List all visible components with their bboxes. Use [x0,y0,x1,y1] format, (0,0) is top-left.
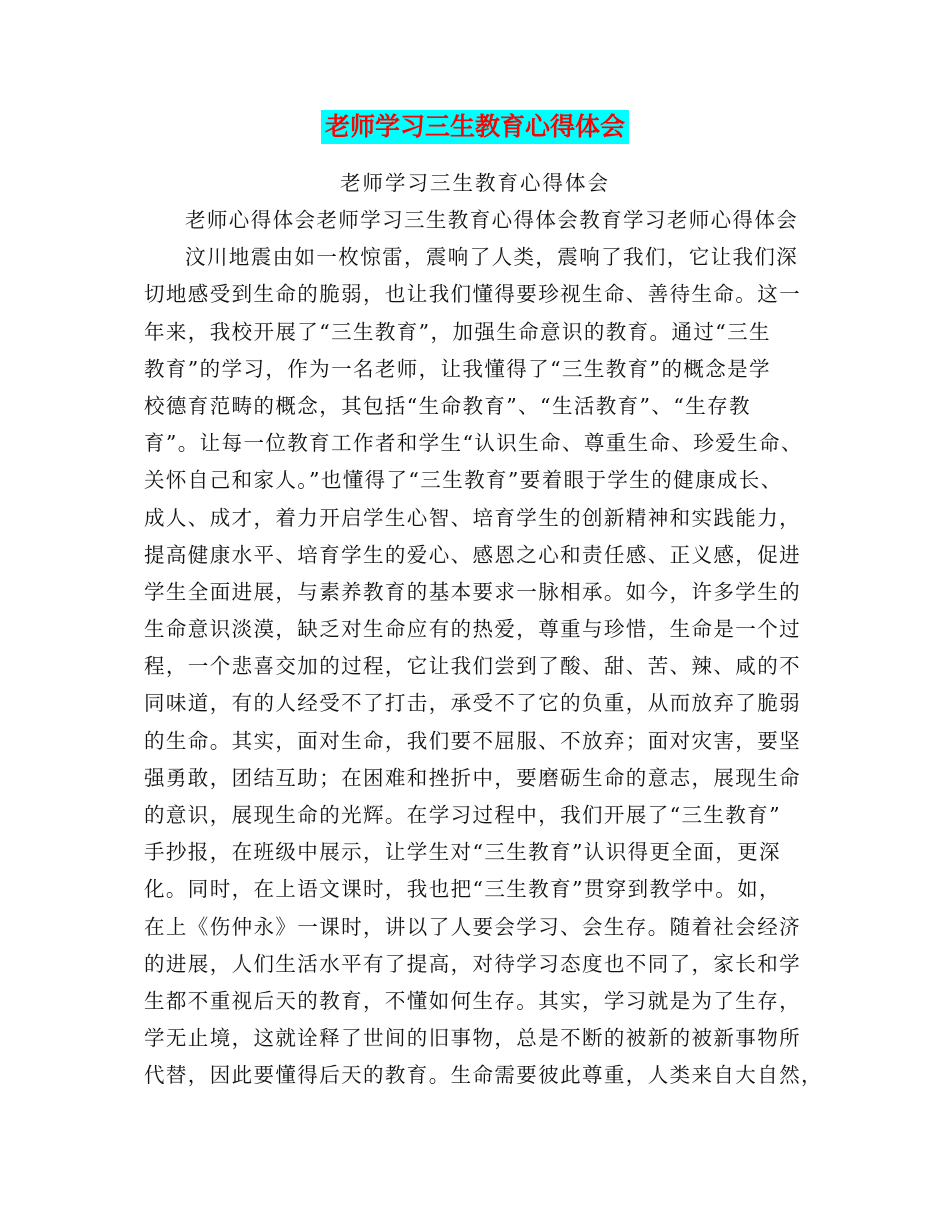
text-line: 的进展，人们生活水平有了提高，对待学习态度也不同了，家长和学 [144,951,801,976]
text-line: 老师心得体会老师学习三生教育心得体会教育学习老师心得体会 [185,208,799,232]
text-line: 育”。让每一位教育工作者和学生“认识生命、尊重生命、珍爱生命、 [144,431,803,456]
text-line: 教育”的学习，作为一名老师，让我懂得了“三生教育”的概念是学 [144,356,771,381]
text-line: 提高健康水平、培育学生的爱心、感恩之心和责任感、正义感，促进 [144,542,801,567]
title-container [0,110,950,144]
text-line: 学生全面进展，与素养教育的基本要求一脉相承。如今，许多学生的 [144,579,801,604]
text-line: 生命意识淡漠，缺乏对生命应有的热爱，尊重与珍惜，生命是一个过 [144,617,801,642]
text-line: 强勇敢，团结互助；在困难和挫折中，要磨砺生命的意志，展现生命 [144,765,801,790]
text-line: 代替，因此要懂得后天的教育。生命需要彼此尊重，人类来自大自然， [144,1063,823,1088]
text-line: 成人、成才，着力开启学生心智、培育学生的创新精神和实践能力， [144,505,801,530]
body-text [0,202,950,1095]
text-line: 在上《伤仲永》一课时，讲以了人要会学习、会生存。随着社会经济 [144,914,801,939]
text-line: 的意识，展现生命的光辉。在学习过程中，我们开展了“三生教育” [144,803,781,827]
text-line: 同味道，有的人经受不了打击，承受不了它的负重，从而放弃了脆弱 [144,691,801,716]
document-title: 老师学习三生教育心得体会 [321,110,629,144]
text-line: 关怀自己和家人。”也懂得了“三生教育”要着眼于学生的健康成长、 [144,468,783,493]
text-line: 切地感受到生命的脆弱，也让我们懂得要珍视生命、善待生命。这一 [144,282,801,307]
text-line: 校德育范畴的概念，其包括“生命教育”、“生活教育”、“生存教 [144,393,751,418]
document-subtitle: 老师学习三生教育心得体会 [340,171,610,195]
text-line: 程，一个悲喜交加的过程，它让我们尝到了酸、甜、苦、辣、咸的不 [144,654,801,679]
text-line: 生都不重视后天的教育，不懂如何生存。其实，学习就是为了生存， [144,988,801,1013]
text-line: 手抄报，在班级中展示，让学生对“三生教育”认识得更全面，更深 [144,840,781,865]
text-line: 汶川地震由如一枚惊雷，震响了人类，震响了我们，它让我们深 [185,245,799,270]
text-line: 化。同时，在上语文课时，我也把“三生教育”贯穿到教学中。如， [144,877,781,902]
text-line: 的生命。其实，面对生命，我们要不屈服、不放弃；面对灾害，要坚 [144,728,801,753]
text-line: 年来，我校开展了“三生教育”，加强生命意识的教育。通过“三生 [144,319,771,344]
text-line: 学无止境，这就诠释了世间的旧事物，总是不断的被新的被新事物所 [144,1026,801,1051]
